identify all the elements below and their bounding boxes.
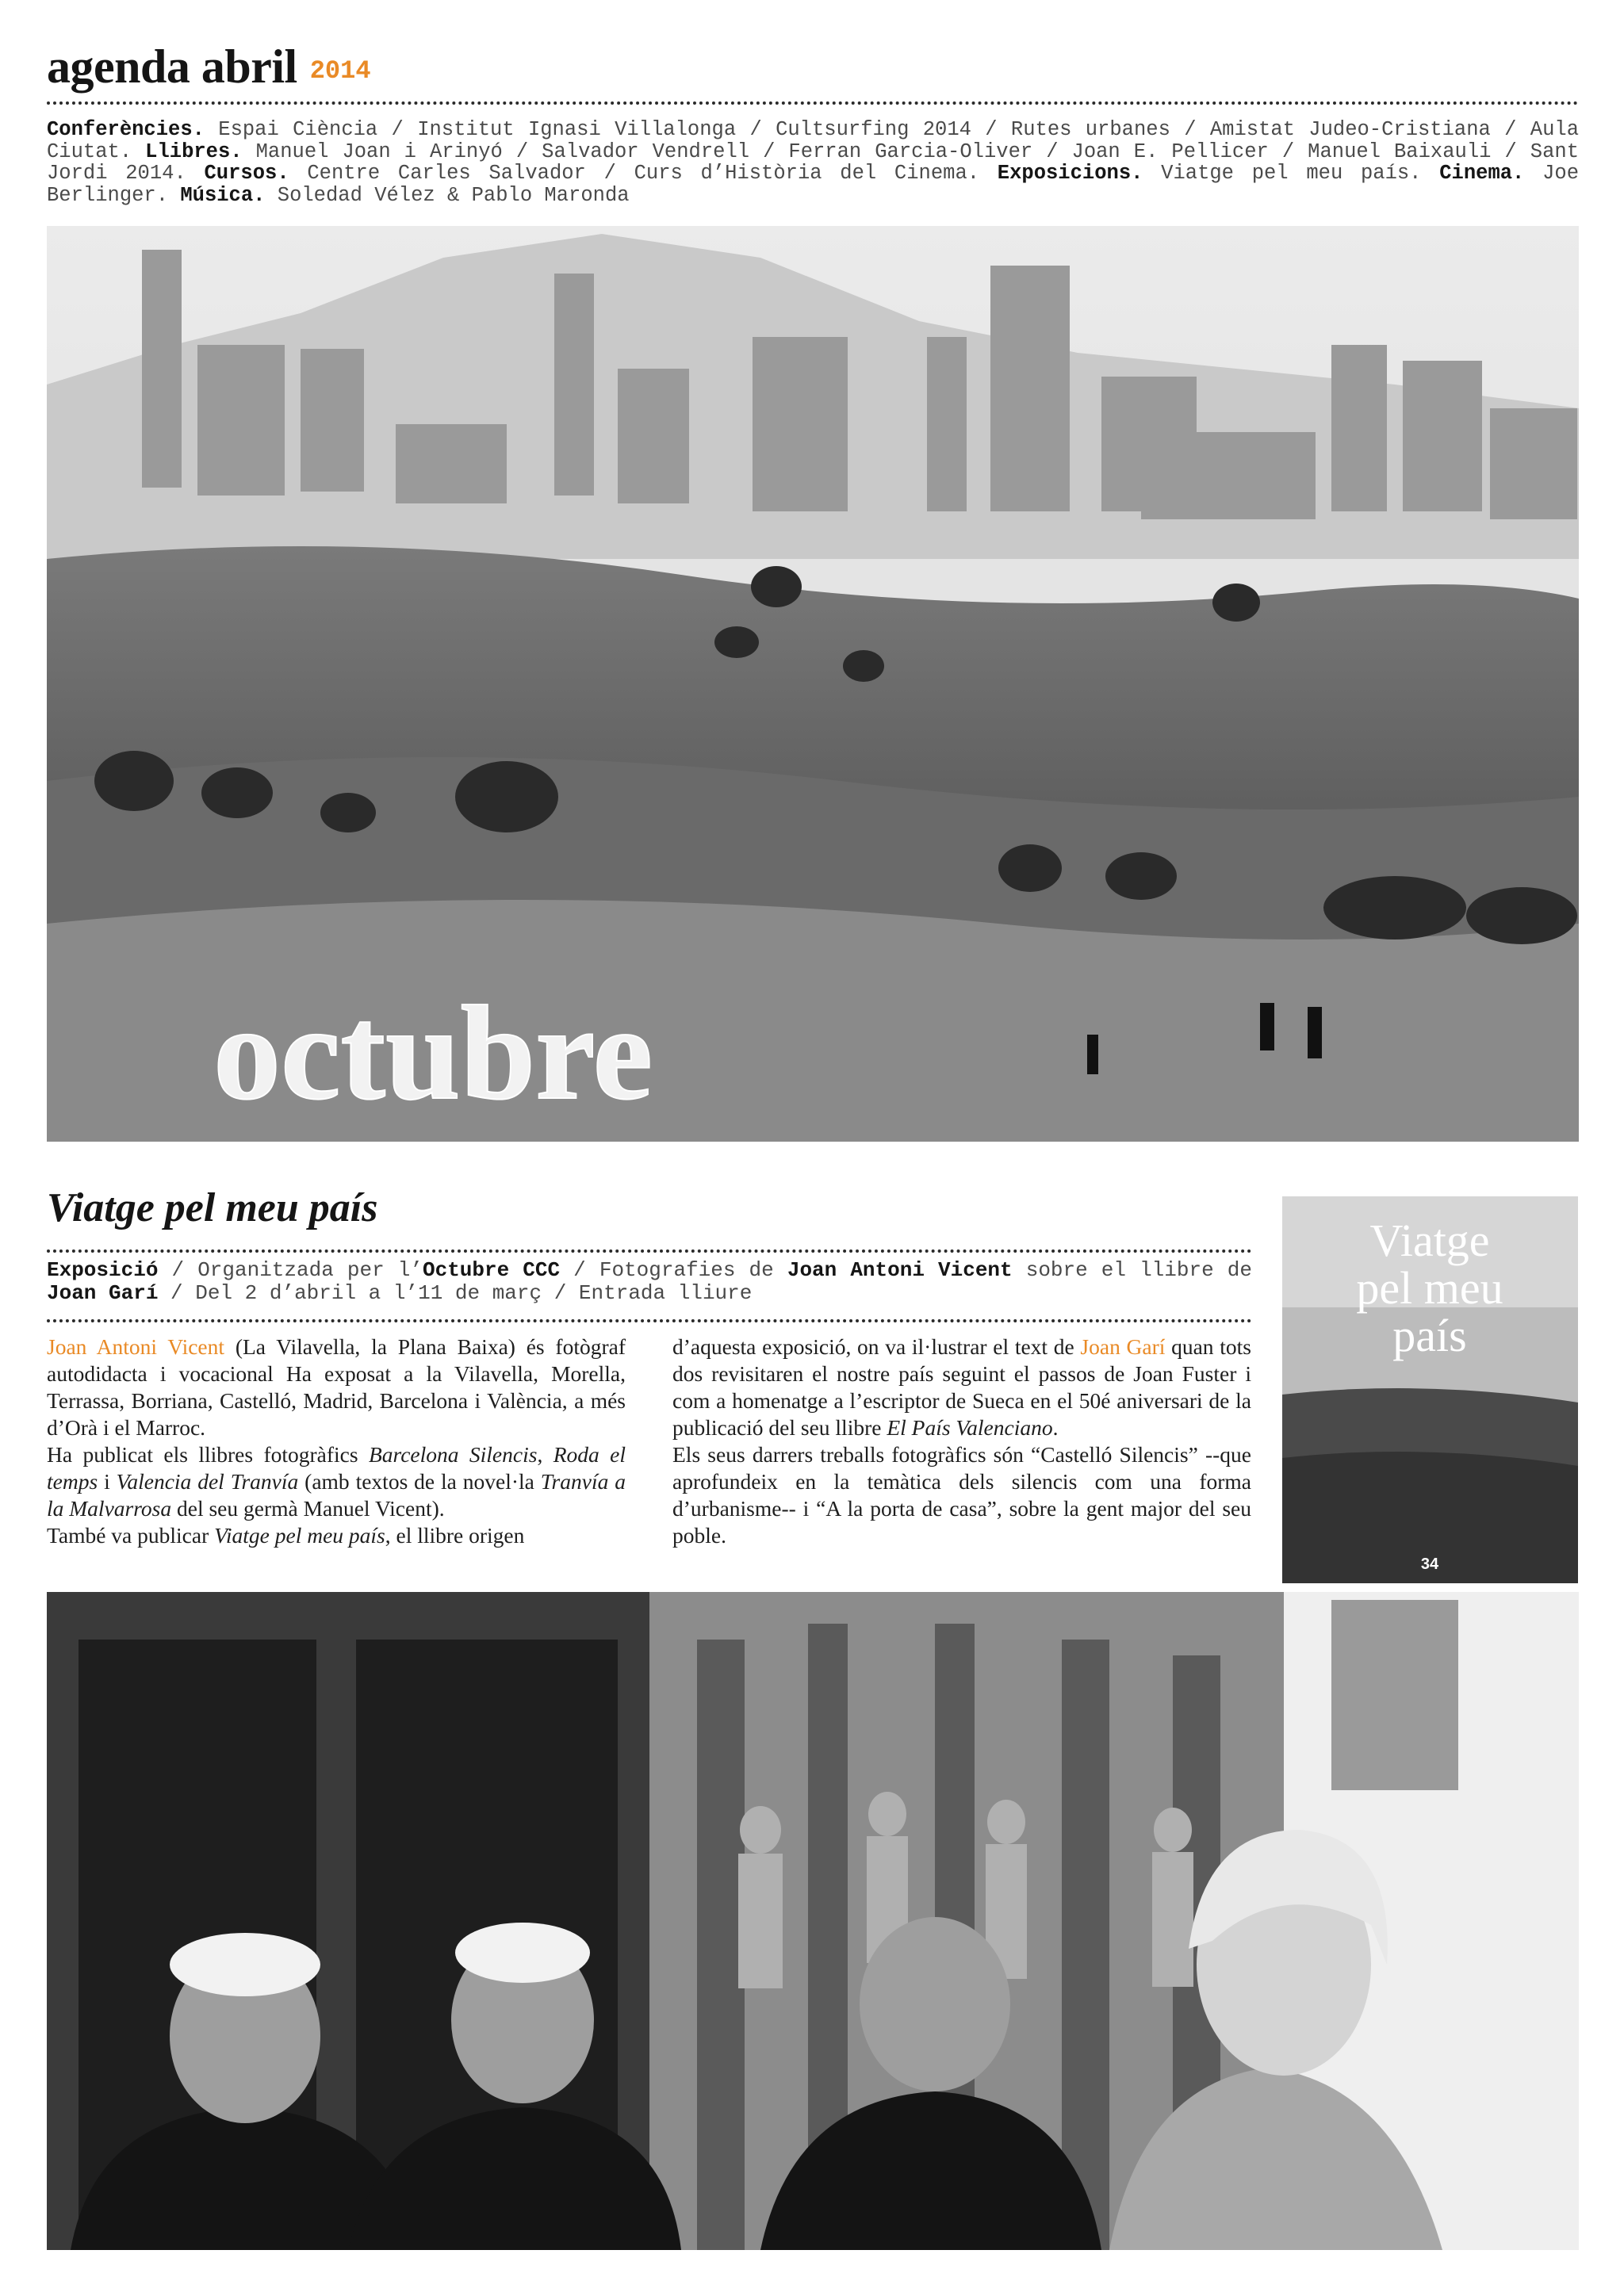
meta-text: / Del 2 d’abril a l’11 de març / Entrada lliure — [158, 1281, 753, 1305]
summary-text: Manuel Joan i Arinyó / Salvador Vendrell / Ferran Garcia-Oliver / Joan E. Pellicer / Manuel Baixauli / Sant Jordi 2014. — [47, 140, 1579, 185]
paragraph-text: del seu germà Manuel Vicent). — [171, 1496, 445, 1521]
paragraph-text: d’aquesta exposició, on va il·lustrar el text de — [672, 1334, 1081, 1359]
book-title: Tranvía a la Malvarrosa — [47, 1469, 626, 1521]
meta-category: Exposició — [47, 1258, 159, 1282]
paragraph — [47, 1441, 626, 1522]
summary-text: Viatge pel meu país. — [1143, 162, 1422, 185]
meta-organizer: Octubre CCC — [422, 1258, 561, 1282]
meta-photographer: Joan Antoni Vicent — [787, 1258, 1013, 1282]
author-name: Joan Garí — [1080, 1334, 1166, 1359]
book-cover — [1282, 1196, 1578, 1583]
paragraph-text: Ha publicat els llibres fotogràfics — [47, 1442, 369, 1467]
book-title: El País Valenciano — [887, 1415, 1053, 1440]
section-cinema: Cinema. — [1439, 162, 1525, 185]
paragraph-text: (La Vilavella, la Plana Baixa) és fotògraf autodidacta i vocacional Ha exposat a la Vilavella, Morella, Terrassa, Borriana, Castelló, Madrid, Barcelona i València, a més d’Orà i el Marroc. — [47, 1334, 626, 1440]
section-cursos: Cursos. — [204, 162, 289, 185]
section-exposicions: Exposicions. — [997, 162, 1143, 185]
article-column-2 — [672, 1334, 1251, 1549]
masthead-divider — [47, 101, 1579, 105]
paragraph-text: , el llibre origen — [385, 1523, 525, 1548]
cover-publisher-mark: 34 — [1420, 1556, 1439, 1573]
photographer-name: Joan Antoni Vicent — [47, 1334, 225, 1359]
agenda-title: agenda abril — [47, 40, 297, 93]
paragraph-text: , — [537, 1442, 553, 1467]
section-conferencies: Conferències. — [47, 118, 205, 141]
meta-text: sobre el llibre de — [1012, 1258, 1252, 1282]
paragraph-text: quan tots dos revisitaren el nostre país seguint el passos de Joan Fuster i com a homenatge a l’escriptor de Sueca en el 50é aniversari de la publicació del seu llibre — [672, 1334, 1251, 1440]
hero-landscape-illustration — [47, 226, 1579, 1142]
book-title: Viatge pel meu país — [214, 1523, 385, 1548]
meta-text: / Fotografies de — [560, 1258, 787, 1282]
section-llibres: Llibres. — [145, 140, 243, 163]
agenda-year: 2014 — [309, 56, 371, 86]
cathedral-photo — [47, 1592, 1579, 2250]
meta-text: / Organitzada per l’ — [158, 1258, 423, 1282]
octubre-logo-text: octubre — [213, 978, 653, 1127]
cover-title-line-1: Viatge — [1369, 1215, 1490, 1266]
book-title: Roda el temps — [47, 1442, 626, 1494]
paragraph-text: (amb textos de la novel·la — [298, 1469, 541, 1494]
paragraph-text: . — [1052, 1415, 1059, 1440]
article-title-divider — [47, 1249, 1252, 1253]
paragraph-text: i — [98, 1469, 117, 1494]
meta-author: Joan Garí — [47, 1281, 159, 1305]
article-column-1 — [47, 1334, 626, 1549]
paragraph-text: També va publicar — [47, 1523, 215, 1548]
summary-text: Soledad Vélez & Pablo Maronda — [265, 183, 630, 207]
summary-text: Espai Ciència / Institut Ignasi Villalonga / Cultsurfing 2014 / Rutes urbanes / Amistat Judeo-Cristiana / Aula Ciutat. — [47, 118, 1579, 163]
paragraph — [672, 1334, 1251, 1441]
section-musica: Música. — [180, 183, 266, 207]
book-title: Valencia del Tranvía — [116, 1469, 299, 1494]
agenda-summary — [47, 119, 1579, 206]
masthead — [47, 40, 1579, 94]
summary-text: Joe Berlinger. — [47, 162, 1579, 207]
cover-title-line-3: país — [1392, 1310, 1467, 1361]
cover-title-line-2: pel meu — [1356, 1262, 1503, 1314]
article-meta-divider — [47, 1319, 1252, 1322]
cathedral-photo-illustration — [47, 1592, 1579, 2250]
book-title: Barcelona Silencis — [368, 1442, 538, 1467]
summary-text: Centre Carles Salvador / Curs d’Història del Cinema. — [289, 162, 980, 185]
article-title: Viatge pel meu país — [47, 1185, 378, 1230]
book-cover-illustration — [1282, 1196, 1578, 1583]
paragraph — [47, 1522, 626, 1549]
paragraph — [47, 1334, 626, 1441]
paragraph: Els seus darrers treballs fotogràfics són “Castelló Silencis” --que aprofundeix en la temàtica dels silencis com una forma d’urbanisme-- i “A la porta de casa”, sobre la gent major del seu poble. — [672, 1442, 1251, 1548]
article-meta — [47, 1259, 1252, 1305]
hero-photo — [47, 226, 1579, 1142]
